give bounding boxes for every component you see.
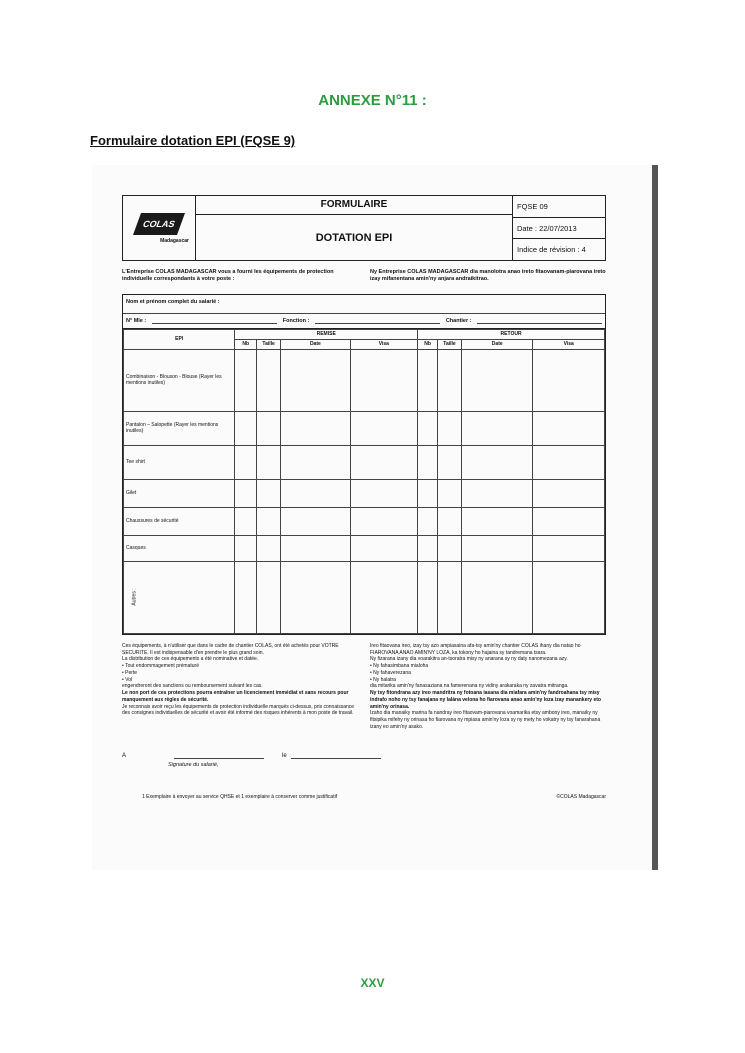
row-label-chaussures: Chaussures de sécurité [124,507,235,535]
body-mg-bullet-3-text: Ny halatra [373,676,396,683]
body-mg-p2: Ny fizarana izany dia voarakitra an-tsoratra misy ny anarana sy ny daty nanomezana azy. [370,656,568,663]
name-field: Nom et prénom complet du salarié : [123,295,605,314]
sig-le-label: le [282,752,287,759]
col-remise-date: Date [281,339,351,349]
col-retour-date: Date [461,339,532,349]
body-fr-p2: La distribution de ces équipements a été nominative et datée. [122,656,259,663]
colas-logo [123,196,196,260]
body-mg [370,643,606,731]
form-code: FQSE 09 [513,196,605,218]
document-subtitle: Formulaire dotation EPI (FQSE 9) [90,133,296,148]
col-epi: EPI [124,329,235,349]
form-date: Date : 22/07/2013 [513,218,605,240]
body-mg-p1: Ireo fitaovana ireo, izay tsy azo ampiasaina afa-tsy amin'ny chantier COLAS ihany dia natao ho FIAROVANA ANAO AMIN'NY LOZA, ka tokony ho hajaina sy tandremana tsara. [370,642,581,656]
col-retour-nb: Nb [418,339,438,349]
row-label-tee-shirt: Tee shirt [124,445,235,479]
header-title: FORMULAIRE [196,196,512,215]
epi-form [122,294,606,635]
intro-fr: L'Entreprise COLAS MADAGASCAR vous a fourni les équipements de protection individuelle correspondants à votre poste : [122,269,334,283]
form-revision: Indice de révision : 4 [517,245,586,255]
col-retour-taille: Taille [438,339,462,349]
row-label-combinaison: Combinaison - Blouson - Blouse (Rayer les mentions inutiles) [124,349,235,411]
body-mg-p3: dia mitarika amin'ny fanasaziana na famerenana ny vidiny arakaraka ny zavatra mitranga. [370,683,569,690]
row-label-autres [124,561,235,633]
mle-line [152,318,277,324]
fonction-label: Fonction : [282,317,310,324]
body-fr-bullet-2-text: Perte [125,669,138,676]
body-fr-p1: Ces équipements, à n'utiliser que dans le cadre de chantier COLAS, ont été achetés pour VOTRE SECURITE. Il est indispensable d'en prendre le plus grand soin. [122,642,339,656]
body-fr-bullet-2: • Perte [122,669,138,676]
col-remise-visa: Visa [350,339,418,349]
footer-note: 1 Exemplaire à envoyer au service QHSE et 1 exemplaire à conserver comme justificatif [142,793,338,800]
autres-label: Autres : [131,588,138,606]
body-fr-p5: Je reconnais avoir reçu les équipements de protection individuelle marqués ci-dessus, pris connaissance des consignes individuelles de sécurité et avoir été informé des risques inhérents à mon poste de travail. [122,703,355,717]
body-fr-p3: engendreront des sanctions ou remboursement suivant les cas. [122,683,263,690]
sig-a-label: A [122,752,127,759]
page-number: XXV [360,976,385,990]
body-fr-bullet-3: • Vol [122,676,133,683]
body-mg-bullet-2-text: Ny fahaverezana [373,669,411,676]
row-label-casques: Casques [124,535,235,561]
logo-subtext: Madagascar [160,237,189,244]
scanned-form [92,165,658,870]
signature-row [122,753,606,759]
header-subtitle: DOTATION EPI [315,231,393,244]
epi-table [123,329,605,634]
body-mg-bullet-2: • Ny fahaverezana [370,669,411,676]
col-remise-nb: Nb [235,339,257,349]
body-mg-bullet-1: • Ny fahasimbana mialoha [370,663,429,670]
col-retour: RETOUR [418,329,605,339]
logo-mark: COLAS [133,213,185,235]
body-mg-p5: Izaho dia manaiky marina fa nandray ireo fitaovam-piarovana voamarika etsy ambony ireo, manaiky ny fitsipika mifehy ny orinasa ho fiarovana ny mpiasa amin'ny loza sy ny mety ho vokatry ny tsy fanarahana izany eo amin'ny asako. [370,710,601,730]
col-remise: REMISE [235,329,418,339]
fonction-line [315,318,440,324]
body-mg-bullet-3: • Ny halatra [370,676,396,683]
sig-place-line [174,757,264,759]
chantier-line [477,318,602,324]
intro-mg: Ny Entreprise COLAS MADAGASCAR dia manolotra anao ireto fitaovanam-piarovana ireto izay mifanentana amin'ny anjara andraikitrao. [370,269,606,283]
chantier-label: Chantier : [445,317,472,324]
body-mg-bullet-1-text: Ny fahasimbana mialoha [373,663,429,670]
sig-date-line [291,757,381,759]
row-label-gilet: Gilet [124,479,235,507]
annex-title: ANNEXE N°11 : [318,92,427,109]
col-retour-visa: Visa [533,339,605,349]
body-fr-bullet-1: • Tout endommagement prématuré [122,663,199,670]
footer-copyright: ©COLAS Madagascar [556,793,606,800]
form-header [122,195,606,261]
body-fr-bullet-1-text: Tout endommagement prématuré [125,663,199,670]
body-fr-p4: Le non port de ces protections pourra entraîner un licenciement immédiat et sans recours pour manquement aux règles de sécurité. [122,690,349,703]
body-fr [122,643,358,731]
row-label-pantalon: Pantalon – Salopette (Rayer les mentions inutiles) [124,411,235,445]
signature-label: Signature du salarié, [168,761,219,768]
mle-label: N° Mle : [126,317,147,324]
body-fr-bullet-3-text: Vol [125,676,133,683]
col-remise-taille: Taille [257,339,281,349]
body-mg-p4: Ny tsy fitondrana azy ireo mandritra ny fotoana iasana dia miafara amin'ny fandroahana tsy misy indrafo noho ny tsy fanajana ny lalàna velona ho fiarovana anao amin'ny loza izay manankery eto amin'ny orinasa. [370,690,601,710]
